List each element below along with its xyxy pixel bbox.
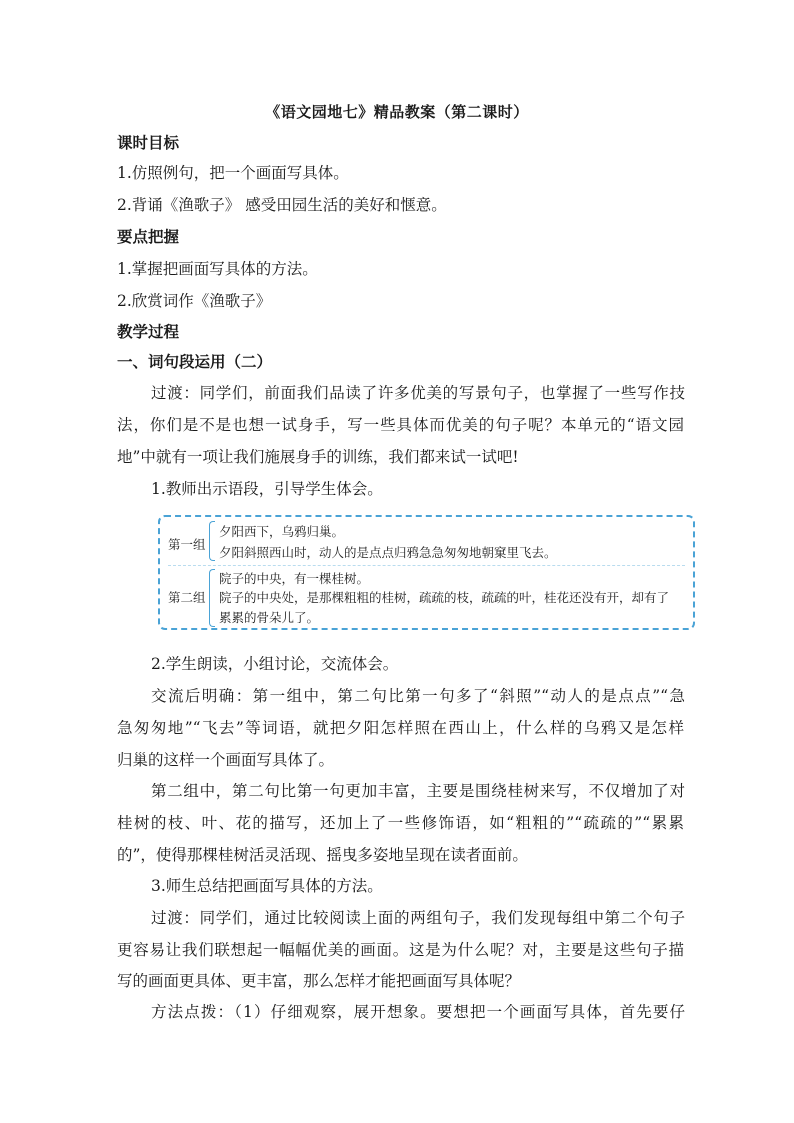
goals-heading: 课时目标 — [117, 133, 180, 152]
example-sentence: 院子的中央处，是那棵粗粗的桂树，疏疏的枝，疏疏的叶，桂花还没有开，却有了 — [219, 590, 670, 605]
example-sentence: 院子的中央，有一棵桂树。 — [219, 571, 370, 586]
paragraph-line: 交流后明确：第一组中，第二句比第一句多了“斜照”“动人的是点点”“急 — [151, 687, 685, 705]
goal-item: 2.背诵《渔歌子》 感受田园生活的美好和惬意。 — [117, 196, 447, 214]
divider — [168, 565, 685, 566]
paragraph-line: 第二组中，第二句比第一句更加丰富，主要是围绕桂树来写，不仅增加了对 — [151, 782, 685, 800]
paragraph-line: 更容易让我们联想起一幅幅优美的画面。这是为什么呢？对，主要是这些句子描 — [117, 941, 684, 959]
paragraph-line: 桂树的枝、叶、花的描写，还加上了一些修饰语，如“粗粗的”“疏疏的”“累累 — [117, 814, 684, 832]
group1-label: 第一组 — [168, 537, 206, 552]
paragraph-line: 方法点拨：（1）仔细观察，展开想象。要想把一个画面写具体，首先要仔 — [151, 1003, 685, 1021]
group2-brace — [209, 569, 215, 627]
paragraph-line: 急匆匆地”“飞去”等词语，就把夕阳怎样照在西山上，什么样的乌鸦又是怎样 — [117, 719, 684, 737]
document-title: 《语文园地七》精品教案（第二课时） — [265, 103, 529, 121]
section-heading: 一、词句段运用（二） — [117, 352, 273, 371]
step-line: 2.学生朗读，小组讨论，交流体会。 — [151, 655, 399, 673]
example-box — [158, 515, 695, 630]
step-line: 3.师生总结把画面写具体的方法。 — [151, 877, 383, 895]
paragraph-line: 归巢的这样一个画面写具体了。 — [117, 751, 335, 769]
process-heading: 教学过程 — [117, 322, 180, 341]
paragraph-line: 法，你们是不是也想一试身手，写一些具体而优美的句子呢？本单元的“语文园 — [117, 416, 684, 434]
paragraph-line: 过渡：同学们，前面我们品读了许多优美的写景句子，也掌握了一些写作技 — [151, 384, 685, 402]
step-line: 1.教师出示语段，引导学生体会。 — [151, 480, 383, 498]
goal-item: 1.仿照例句，把一个画面写具体。 — [117, 164, 349, 182]
example-sentence: 夕阳斜照西山时，动人的是点点归鸦急急匆匆地朝窠里飞去。 — [219, 545, 557, 560]
example-sentence: 夕阳西下，乌鸦归巢。 — [219, 524, 345, 539]
paragraph-line: 的”，使得那棵桂树活灵活现、摇曳多姿地呈现在读者面前。 — [117, 846, 528, 864]
keypoints-heading: 要点把握 — [117, 227, 180, 246]
example-sentence: 累累的骨朵儿了。 — [219, 610, 320, 625]
paragraph-line: 过渡：同学们，通过比较阅读上面的两组句子，我们发现每组中第二个句子 — [151, 909, 685, 927]
paragraph-line: 写的画面更具体、更丰富，那么怎样才能把画面写具体呢？ — [117, 972, 521, 990]
keypoint-item: 2.欣赏词作《渔歌子》 — [117, 292, 272, 310]
group2-label: 第二组 — [168, 590, 206, 605]
group1-brace — [209, 521, 215, 561]
keypoint-item: 1.掌握把画面写具体的方法。 — [117, 260, 318, 278]
paragraph-line: 地”中就有一项让我们施展身手的训练，我们都来试一试吧! — [117, 448, 519, 466]
